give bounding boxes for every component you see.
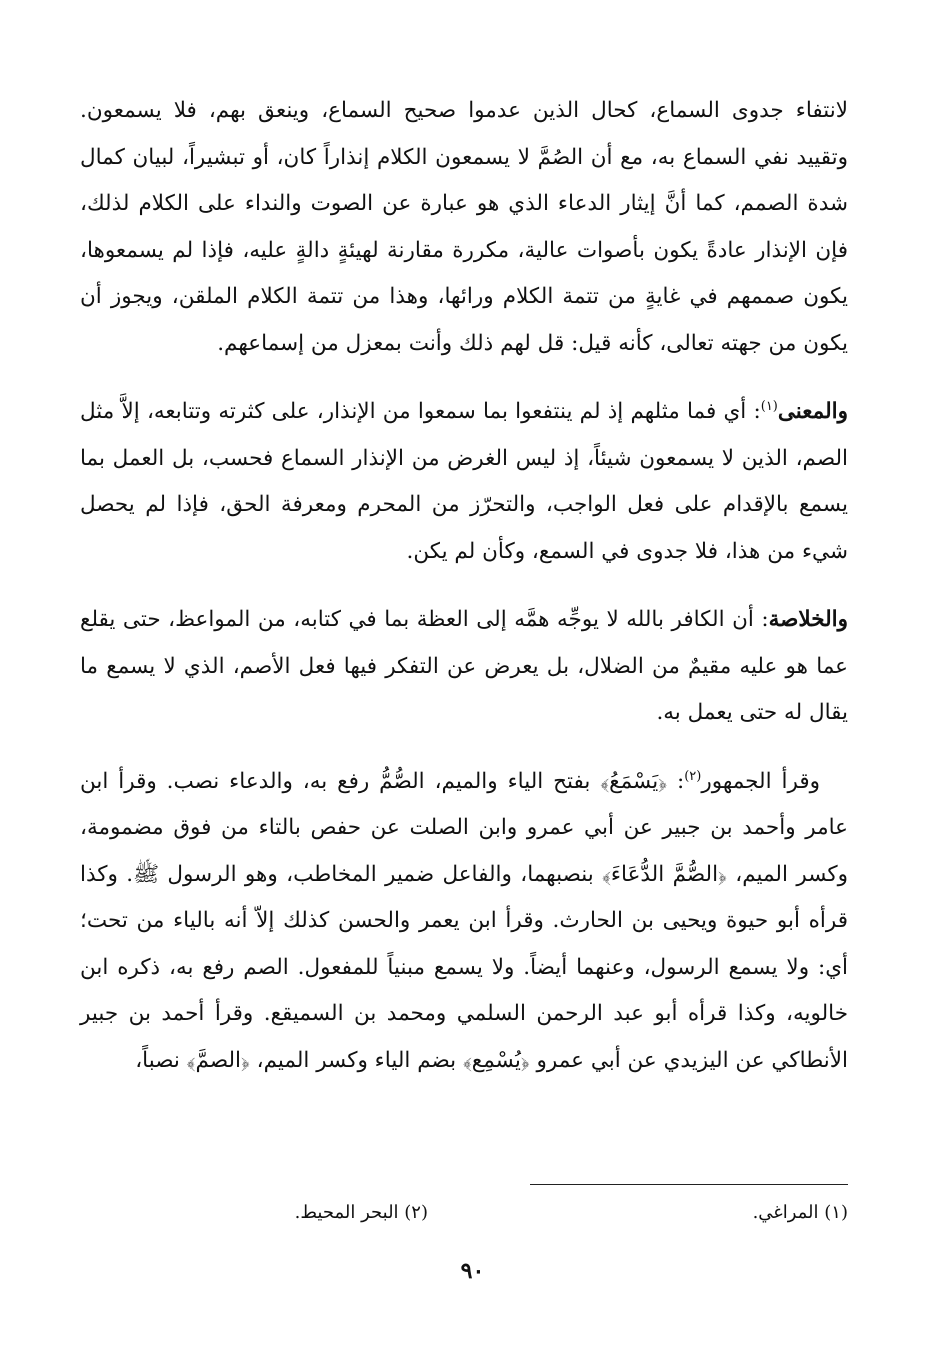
page-number: ٩٠ [460, 1258, 485, 1284]
paragraph-meaning-text: : أي فما مثلهم إذ لم ينتفعوا بما سمعوا من الإنذار، على كثرته وتتابعه، إلاَّ مثل الصم، الذين لا يسمعون شيئاً، إذ ليس الغرض من الإنذار السماع فحسب، بل العمل بما يسمع بالإقدام على فعل الواجب، والتحرّز من المحرم ومعرفة الحق، فإذا لم يحصل شيء من هذا، فلا جدوى في السمع، وكأن لم يكن. [80, 399, 848, 564]
paragraph-meaning [80, 389, 848, 575]
footnote-2: (٢) البحر المحيط. [294, 1202, 428, 1223]
paragraph-1 [80, 88, 848, 367]
footnote-divider [530, 1184, 848, 1185]
footnote-ref-2: (٢) [684, 768, 702, 784]
paragraph-summary [80, 597, 848, 737]
paragraph-summary-lead: والخلاصة [768, 607, 848, 632]
paragraph-readings-text: : ﴿يَسْمَعُ﴾ بفتح الياء والميم، الصُّمُّ رفع به، والدعاء نصب. وقرأ ابن عامر وأحمد بن جبير عن أبي عمرو وابن الصلت عن حفص بالتاء من فوق مضمومة، وكسر الميم، ﴿الصُّمَّ الدُّعَاءَ﴾ بنصبهما، والفاعل ضمير المخاطب، وهو الرسول ﷺ. وكذا قرأه أبو حيوة ويحيى بن الحارث. وقرأ ابن يعمر والحسن كذلك إلاّ أنه بالياء من تحت؛ أي: ولا يسمع الرسول، وعنهما أيضاً. ولا يسمع مبنياً للمفعول. الصم رفع به، ذكره ابن خالويه، وكذا قرأه أبو عبد الرحمن السلمي ومحمد بن السميقع. وقرأ أحمد بن جبير الأنطاكي عن اليزيدي عن أبي عمرو ﴿يُسْمِع﴾ بضم الياء وكسر الميم، ﴿الصمَّ﴾ نصباً، [80, 768, 848, 1073]
footnote-ref-1: (١) [760, 398, 778, 414]
paragraph-meaning-lead: والمعنى [777, 399, 848, 424]
paragraph-1-text: لانتفاء جدوى السماع، كحال الذين عدموا صحيح السماع، وينعق بهم، فلا يسمعون. وتقييد نفي السماع به، مع أن الصُمَّ لا يسمعون الكلام إنذاراً كان، أو تبشيراً، لبيان كمال شدة الصمم، كما أنَّ إيثار الدعاء الذي هو عبارة عن الصوت والنداء على الكلام لذلك، فإن الإنذار عادةً يكون بأصوات عالية، مكررة مقارنة لهيئةٍ دالةٍ عليه، فإذا لم يسمعوها، يكون صممهم في غايةٍ من تتمة الكلام ورائها، وهذا من تتمة الكلام الملقن، ويجوز أن يكون من جهته تعالى، كأنه قيل: قل لهم ذلك وأنت بمعزل من إسماعهم. [80, 98, 848, 356]
page-body [80, 88, 848, 1106]
footnote-1: (١) المراغي. [752, 1202, 848, 1223]
paragraph-readings [80, 759, 848, 1085]
paragraph-readings-lead: وقرأ الجمهور [701, 768, 820, 794]
paragraph-summary-text: : أن الكافر بالله لا يوجِّه همَّه إلى العظة بما في كتابه، من المواعظ، حتى يقلع عما هو عليه مقيمٌ من الضلال، بل يعرض عن التفكر فيها فعل الأصم، الذي لا يسمع ما يقال له حتى يعمل به. [80, 607, 848, 725]
